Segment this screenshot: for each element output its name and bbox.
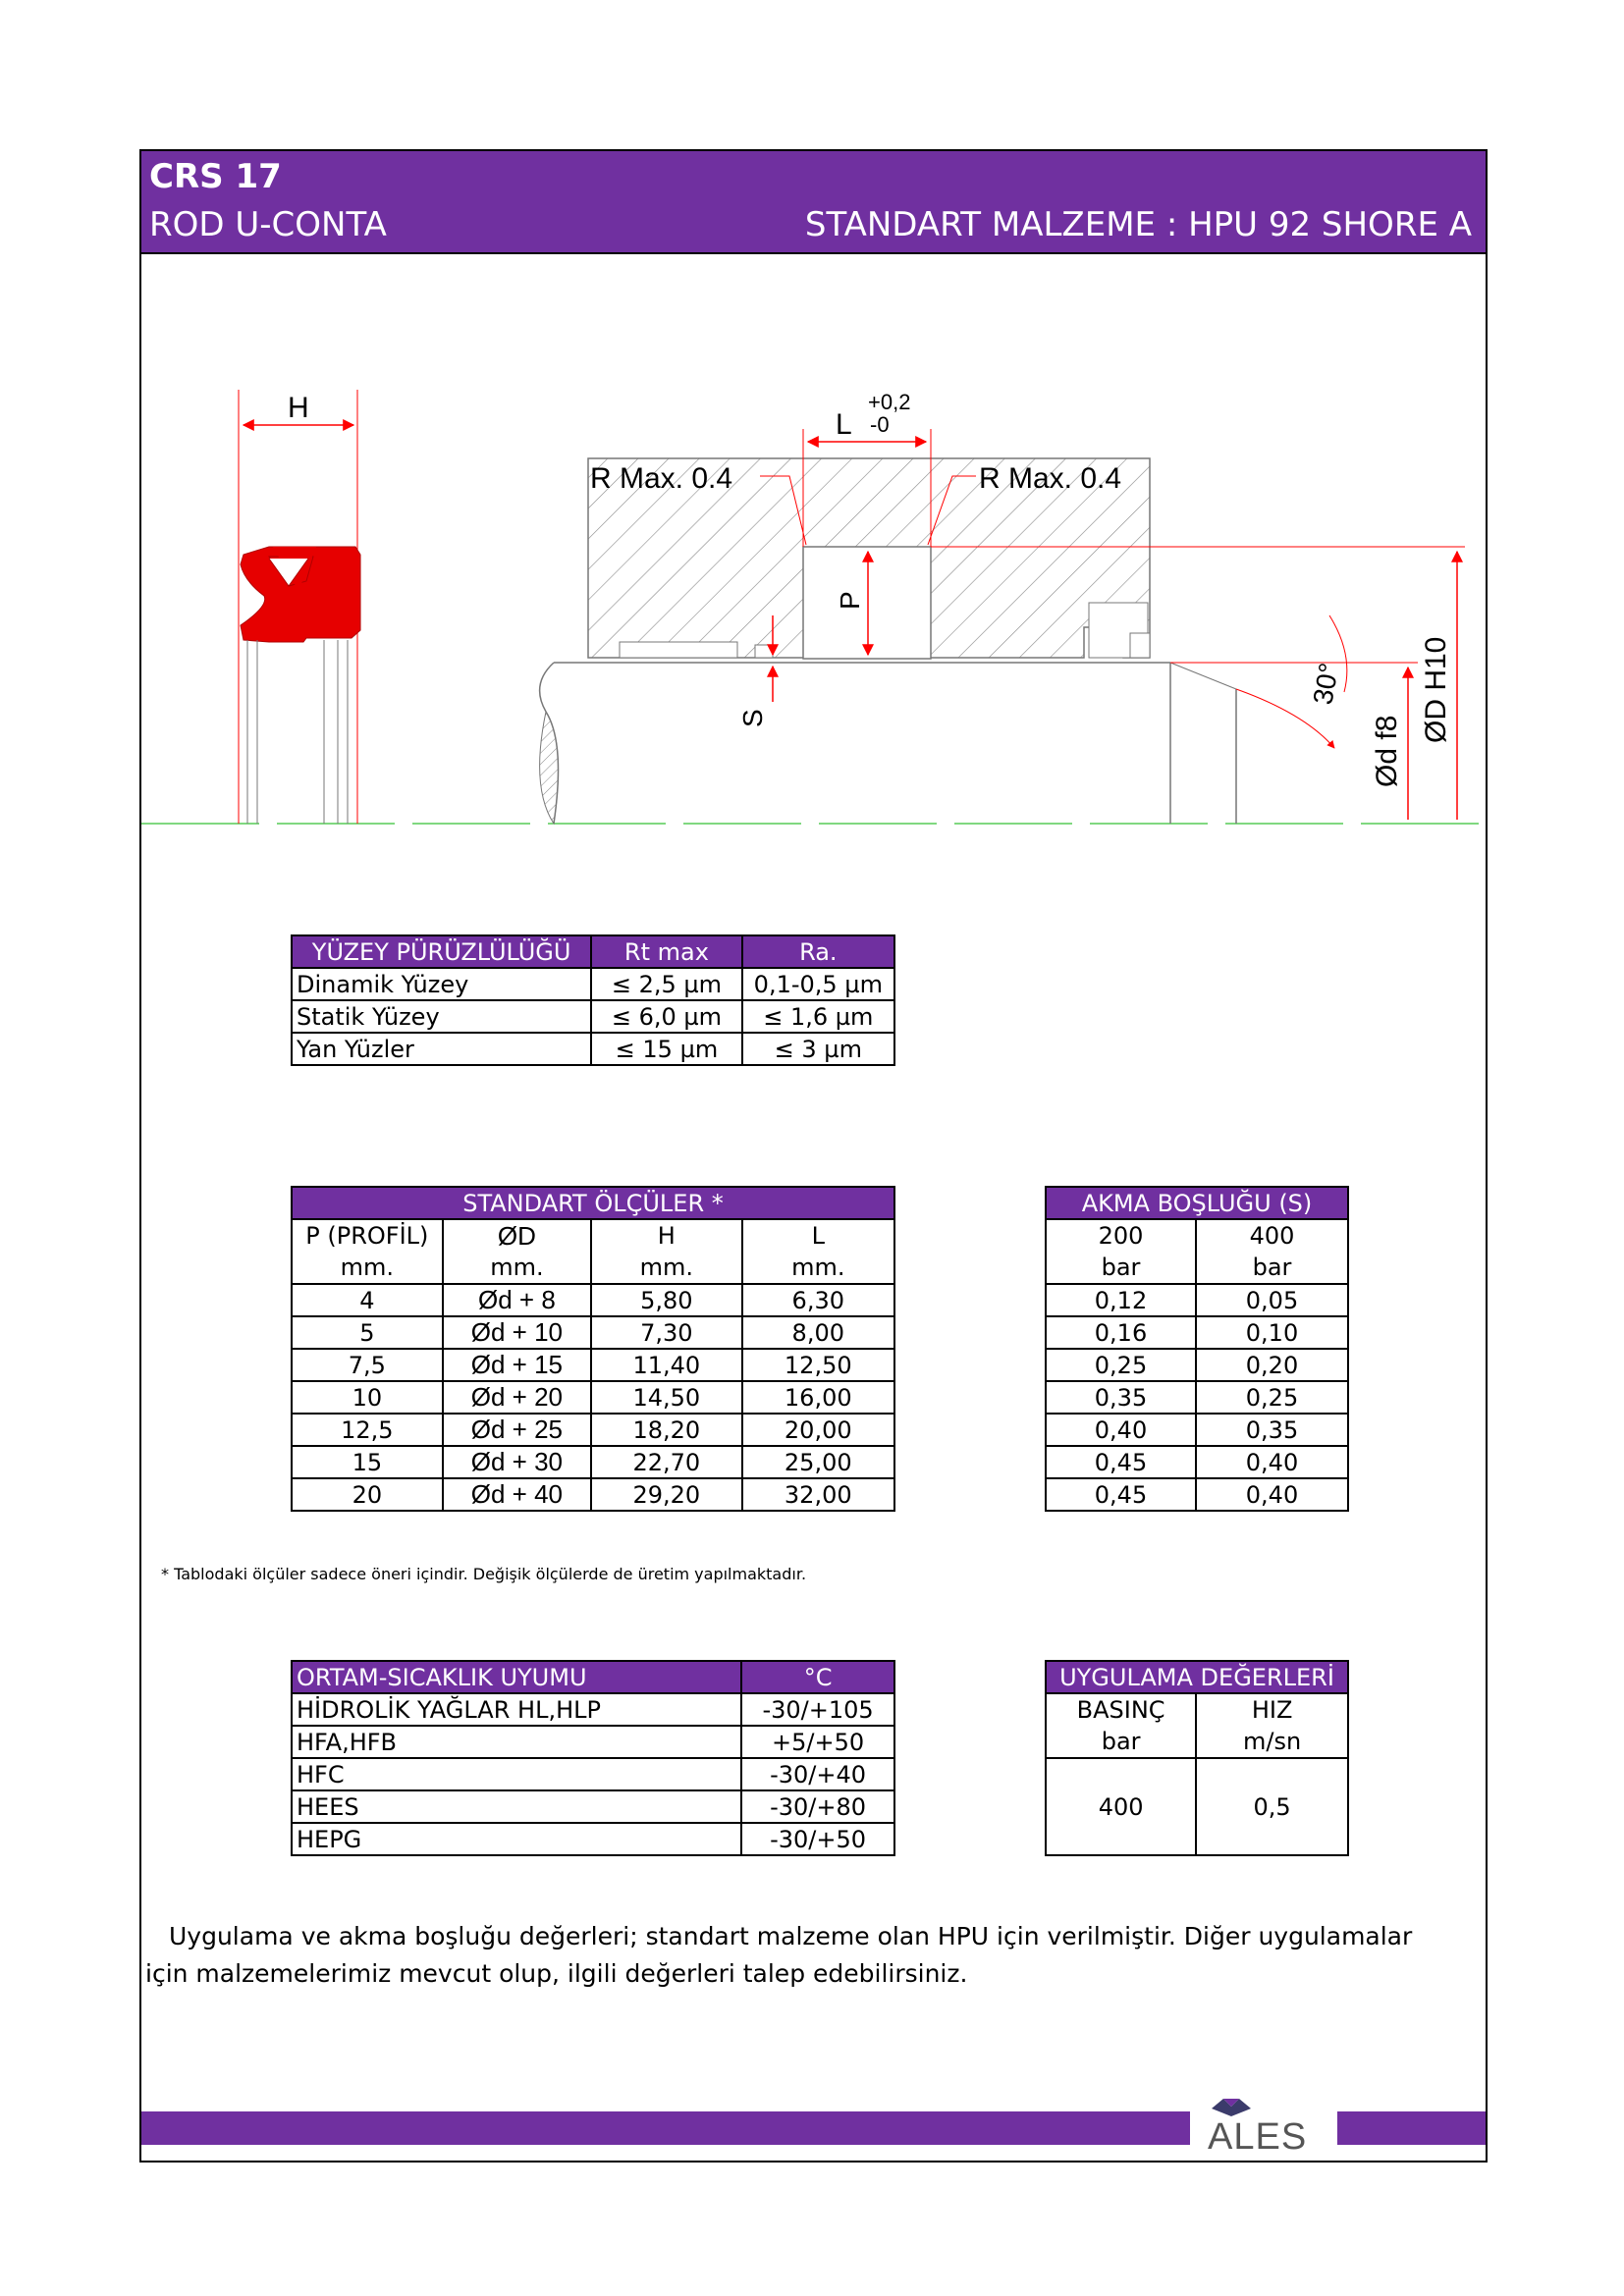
header-bar — [141, 151, 1486, 254]
table-row — [1046, 1758, 1348, 1855]
table-cell: 0,40 — [1046, 1414, 1196, 1446]
table-cell: mm. — [742, 1252, 894, 1284]
roughness-header: YÜZEY PÜRÜZLÜLÜĞÜ — [292, 935, 591, 968]
table-cell: 6,30 — [742, 1284, 894, 1316]
table-cell: Dinamik Yüzey — [292, 968, 591, 1000]
table-cell: -30/+40 — [741, 1758, 894, 1790]
table-cell: 7,30 — [591, 1316, 741, 1349]
table-row — [292, 1693, 894, 1726]
table-cell: Yan Yüzler — [292, 1033, 591, 1065]
table-cell: 11,40 — [591, 1349, 741, 1381]
tol-minus: -0 — [870, 412, 890, 437]
roughness-table — [291, 934, 895, 1066]
note-text: Uygulama ve akma boşluğu değerleri; standart malzeme olan HPU için verilmiştir. Diğer uygulamalar için malzemelerimiz mevcut olup, ilgili değerleri talep edebilirsiniz. — [145, 1922, 1413, 1988]
table-cell: 22,70 — [591, 1446, 741, 1478]
table-row — [292, 968, 894, 1000]
temperature-header: ORTAM-SICAKLIK UYUMU — [292, 1661, 741, 1693]
table-cell: 7,5 — [292, 1349, 443, 1381]
table-cell: 29,20 — [591, 1478, 741, 1511]
table-cell: ≤ 6,0 µm — [591, 1000, 741, 1033]
tol-plus: +0,2 — [868, 390, 911, 414]
application-values-title: UYGULAMA DEĞERLERİ — [1046, 1661, 1348, 1693]
table-cell: Ød + 30 — [443, 1446, 591, 1478]
table-row — [292, 1726, 894, 1758]
product-type: ROD U-CONTA — [149, 205, 387, 244]
table-cell: 200 — [1046, 1219, 1196, 1252]
table-row — [292, 1823, 894, 1855]
table-cell: 0,45 — [1046, 1478, 1196, 1511]
table-cell: Ød + 10 — [443, 1316, 591, 1349]
standard-sizes-table — [291, 1186, 895, 1512]
table-cell: mm. — [443, 1252, 591, 1284]
table-row — [292, 1414, 894, 1446]
table-cell: HEES — [292, 1790, 741, 1823]
table-cell: 0,05 — [1196, 1284, 1348, 1316]
table-cell: HFC — [292, 1758, 741, 1790]
table-row — [1046, 1284, 1348, 1316]
product-code: CRS 17 — [149, 157, 282, 196]
dim-h-label: H — [288, 392, 309, 424]
table-cell: 20 — [292, 1478, 443, 1511]
table-cell: 5 — [292, 1316, 443, 1349]
table-row — [1046, 1726, 1348, 1758]
table-cell: 15 — [292, 1446, 443, 1478]
table-row — [1046, 1316, 1348, 1349]
table-cell: 0,35 — [1046, 1381, 1196, 1414]
table-cell: P (PROFİL) — [292, 1219, 443, 1252]
table-footnote: * Tablodaki ölçüler sadece öneri içindir. Değişik ölçülerde de üretim yapılmaktadır. — [161, 1565, 807, 1583]
table-cell: 16,00 — [742, 1381, 894, 1414]
table-cell: 20,00 — [742, 1414, 894, 1446]
table-cell: Ød + 20 — [443, 1381, 591, 1414]
table-row — [1046, 1349, 1348, 1381]
table-row — [1046, 1252, 1348, 1284]
table-cell: mm. — [292, 1252, 443, 1284]
table-cell: 5,80 — [591, 1284, 741, 1316]
table-cell: bar — [1196, 1252, 1348, 1284]
table-cell: bar — [1046, 1726, 1196, 1758]
r-max-right-label: R Max. 0.4 — [979, 462, 1122, 495]
table-cell: m/sn — [1196, 1726, 1348, 1758]
table-cell: 12,5 — [292, 1414, 443, 1446]
table-cell: 0,40 — [1196, 1446, 1348, 1478]
temperature-table — [291, 1660, 895, 1856]
table-row — [1046, 1478, 1348, 1511]
table-row — [292, 1252, 894, 1284]
table-cell: -30/+50 — [741, 1823, 894, 1855]
extrusion-gap-title: AKMA BOŞLUĞU (S) — [1046, 1187, 1348, 1219]
table-row — [292, 1000, 894, 1033]
table-row — [292, 1381, 894, 1414]
table-cell: 0,35 — [1196, 1414, 1348, 1446]
standard-sizes-title: STANDART ÖLÇÜLER * — [292, 1187, 894, 1219]
table-cell: ≤ 3 µm — [742, 1033, 894, 1065]
celsius-header: °C — [741, 1661, 894, 1693]
table-cell: 18,20 — [591, 1414, 741, 1446]
application-values-table — [1045, 1660, 1349, 1856]
table-cell: 0,10 — [1196, 1316, 1348, 1349]
table-cell: ØD — [443, 1219, 591, 1252]
standard-material: STANDART MALZEME : HPU 92 SHORE A — [804, 205, 1472, 244]
ra-header: Ra. — [742, 935, 894, 968]
table-cell: ≤ 1,6 µm — [742, 1000, 894, 1033]
speed-value: 0,5 — [1196, 1758, 1348, 1855]
dim-s-label: S — [737, 709, 768, 727]
table-row — [1046, 1381, 1348, 1414]
extrusion-gap-table — [1045, 1186, 1349, 1512]
dim-d-label: Ød f8 — [1371, 715, 1403, 787]
table-row — [292, 1349, 894, 1381]
table-cell: L — [742, 1219, 894, 1252]
table-cell: Ød + 8 — [443, 1284, 591, 1316]
table-cell: +5/+50 — [741, 1726, 894, 1758]
dim-p-label: P — [835, 591, 865, 610]
seal-profile — [239, 390, 360, 824]
table-header-row — [292, 1187, 894, 1219]
angle-label: 30° — [1307, 660, 1345, 708]
logo-mark-icon — [1210, 2097, 1253, 2118]
table-row — [292, 1478, 894, 1511]
rod — [540, 663, 1236, 824]
dim-l-label: L — [836, 408, 852, 441]
table-cell: mm. — [591, 1252, 741, 1284]
ales-logo — [1190, 2097, 1337, 2160]
table-row — [1046, 1414, 1348, 1446]
application-note — [145, 1918, 1441, 1993]
pressure-value: 400 — [1046, 1758, 1196, 1855]
table-cell: HFA,HFB — [292, 1726, 741, 1758]
table-row — [292, 1284, 894, 1316]
table-cell: 25,00 — [742, 1446, 894, 1478]
table-cell: -30/+105 — [741, 1693, 894, 1726]
table-row — [1046, 1446, 1348, 1478]
table-cell: 0,45 — [1046, 1446, 1196, 1478]
table-row — [292, 1790, 894, 1823]
table-cell: 0,40 — [1196, 1478, 1348, 1511]
table-row — [292, 1446, 894, 1478]
table-cell: ≤ 15 µm — [591, 1033, 741, 1065]
table-cell: 0,25 — [1046, 1349, 1196, 1381]
table-cell: 400 — [1196, 1219, 1348, 1252]
table-cell: Ød + 40 — [443, 1478, 591, 1511]
table-cell: 4 — [292, 1284, 443, 1316]
datasheet — [139, 149, 1488, 2163]
table-cell: 0,12 — [1046, 1284, 1196, 1316]
table-header-row — [292, 1661, 894, 1693]
dim-D-label: ØD H10 — [1420, 636, 1452, 743]
table-cell: ≤ 2,5 µm — [591, 968, 741, 1000]
table-cell: 8,00 — [742, 1316, 894, 1349]
table-cell: 0,16 — [1046, 1316, 1196, 1349]
logo-text: ALES — [1208, 2116, 1308, 2158]
table-cell: HEPG — [292, 1823, 741, 1855]
table-row — [292, 1758, 894, 1790]
table-header-row — [1046, 1187, 1348, 1219]
table-cell: 32,00 — [742, 1478, 894, 1511]
table-row — [292, 1033, 894, 1065]
table-cell: HİDROLİK YAĞLAR HL,HLP — [292, 1693, 741, 1726]
table-header-row — [292, 935, 894, 968]
table-cell: 14,50 — [591, 1381, 741, 1414]
table-cell: -30/+80 — [741, 1790, 894, 1823]
table-cell: H — [591, 1219, 741, 1252]
table-row — [1046, 1693, 1348, 1726]
r-max-left-label: R Max. 0.4 — [590, 462, 733, 495]
table-cell: 12,50 — [742, 1349, 894, 1381]
rt-max-header: Rt max — [591, 935, 741, 968]
table-cell: HIZ — [1196, 1693, 1348, 1726]
table-cell: BASINÇ — [1046, 1693, 1196, 1726]
table-row — [292, 1219, 894, 1252]
table-cell: Ød + 25 — [443, 1414, 591, 1446]
table-cell: bar — [1046, 1252, 1196, 1284]
table-cell: Statik Yüzey — [292, 1000, 591, 1033]
table-cell: 0,20 — [1196, 1349, 1348, 1381]
technical-drawing — [141, 252, 1486, 881]
table-cell: 0,25 — [1196, 1381, 1348, 1414]
table-header-row — [1046, 1661, 1348, 1693]
table-cell: Ød + 15 — [443, 1349, 591, 1381]
table-row — [1046, 1219, 1348, 1252]
table-row — [292, 1316, 894, 1349]
table-cell: 0,1-0,5 µm — [742, 968, 894, 1000]
table-cell: 10 — [292, 1381, 443, 1414]
